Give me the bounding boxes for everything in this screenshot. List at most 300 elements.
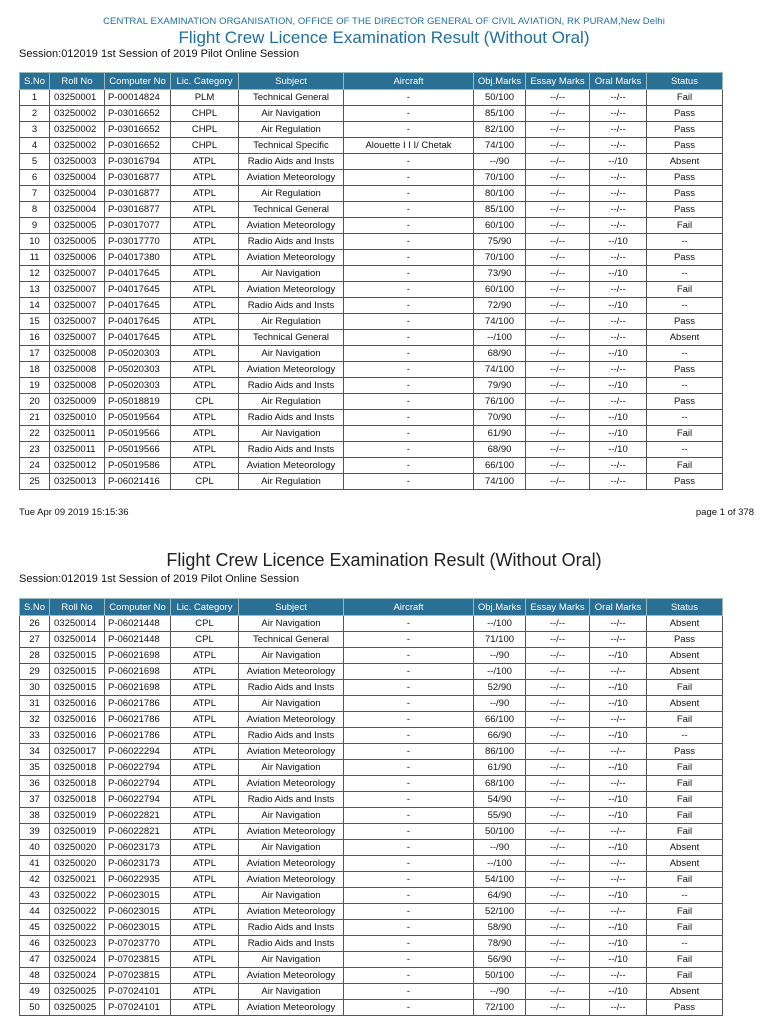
cell-obj: 86/100 bbox=[474, 744, 526, 760]
cell-sno: 45 bbox=[20, 920, 50, 936]
cell-obj: 54/90 bbox=[474, 792, 526, 808]
results-table bbox=[19, 598, 723, 1016]
cell-category: ATPL bbox=[171, 920, 239, 936]
cell-obj: 50/100 bbox=[474, 824, 526, 840]
cell-roll: 03250007 bbox=[50, 298, 105, 314]
cell-subject: Air Navigation bbox=[239, 760, 344, 776]
cell-obj: 80/100 bbox=[474, 186, 526, 202]
table-row bbox=[20, 760, 723, 776]
cell-aircraft: - bbox=[344, 632, 474, 648]
cell-status: -- bbox=[647, 266, 723, 282]
cell-subject: Air Regulation bbox=[239, 394, 344, 410]
cell-comp: P-06022935 bbox=[105, 872, 171, 888]
cell-oral: --/10 bbox=[590, 154, 647, 170]
cell-essay: --/-- bbox=[526, 250, 590, 266]
table-row bbox=[20, 250, 723, 266]
cell-obj: --/90 bbox=[474, 840, 526, 856]
cell-oral: --/10 bbox=[590, 346, 647, 362]
cell-aircraft: - bbox=[344, 378, 474, 394]
cell-sno: 47 bbox=[20, 952, 50, 968]
cell-category: ATPL bbox=[171, 696, 239, 712]
cell-essay: --/-- bbox=[526, 186, 590, 202]
column-header-oral: Oral Marks bbox=[590, 73, 647, 90]
cell-sno: 7 bbox=[20, 186, 50, 202]
table-row bbox=[20, 952, 723, 968]
cell-subject: Air Navigation bbox=[239, 266, 344, 282]
cell-status: Fail bbox=[647, 282, 723, 298]
cell-aircraft: - bbox=[344, 394, 474, 410]
cell-obj: --/90 bbox=[474, 648, 526, 664]
cell-essay: --/-- bbox=[526, 122, 590, 138]
cell-subject: Aviation Meteorology bbox=[239, 218, 344, 234]
cell-aircraft: - bbox=[344, 410, 474, 426]
cell-essay: --/-- bbox=[526, 776, 590, 792]
cell-roll: 03250015 bbox=[50, 648, 105, 664]
cell-sno: 34 bbox=[20, 744, 50, 760]
table-row bbox=[20, 648, 723, 664]
organisation-header: CENTRAL EXAMINATION ORGANISATION, OFFICE OF THE DIRECTOR GENERAL OF CIVIL AVIATION, RK PURAM,New Delhi bbox=[103, 16, 665, 27]
cell-oral: --/10 bbox=[590, 792, 647, 808]
cell-obj: --/90 bbox=[474, 154, 526, 170]
cell-subject: Aviation Meteorology bbox=[239, 282, 344, 298]
cell-oral: --/-- bbox=[590, 872, 647, 888]
cell-status: Fail bbox=[647, 760, 723, 776]
cell-status: Pass bbox=[647, 122, 723, 138]
cell-obj: 66/100 bbox=[474, 458, 526, 474]
cell-subject: Technical General bbox=[239, 330, 344, 346]
cell-essay: --/-- bbox=[526, 904, 590, 920]
cell-obj: 74/100 bbox=[474, 314, 526, 330]
table-row bbox=[20, 314, 723, 330]
cell-sno: 37 bbox=[20, 792, 50, 808]
cell-obj: --/100 bbox=[474, 330, 526, 346]
cell-essay: --/-- bbox=[526, 394, 590, 410]
cell-sno: 12 bbox=[20, 266, 50, 282]
cell-oral: --/10 bbox=[590, 426, 647, 442]
cell-subject: Radio Aids and Insts bbox=[239, 410, 344, 426]
cell-sno: 19 bbox=[20, 378, 50, 394]
cell-category: ATPL bbox=[171, 202, 239, 218]
cell-sno: 50 bbox=[20, 1000, 50, 1016]
cell-sno: 24 bbox=[20, 458, 50, 474]
cell-oral: --/-- bbox=[590, 458, 647, 474]
cell-roll: 03250004 bbox=[50, 170, 105, 186]
cell-aircraft: - bbox=[344, 202, 474, 218]
column-header-essay: Essay Marks bbox=[526, 599, 590, 616]
cell-aircraft: - bbox=[344, 330, 474, 346]
cell-oral: --/-- bbox=[590, 664, 647, 680]
table-row bbox=[20, 378, 723, 394]
cell-roll: 03250019 bbox=[50, 824, 105, 840]
cell-comp: P-06022821 bbox=[105, 808, 171, 824]
cell-obj: 75/90 bbox=[474, 234, 526, 250]
cell-subject: Air Navigation bbox=[239, 984, 344, 1000]
cell-category: CHPL bbox=[171, 138, 239, 154]
cell-category: ATPL bbox=[171, 282, 239, 298]
cell-oral: --/-- bbox=[590, 632, 647, 648]
cell-subject: Technical General bbox=[239, 202, 344, 218]
cell-comp: P-04017645 bbox=[105, 330, 171, 346]
cell-category: ATPL bbox=[171, 218, 239, 234]
cell-roll: 03250015 bbox=[50, 664, 105, 680]
cell-comp: P-05019564 bbox=[105, 410, 171, 426]
table-row bbox=[20, 90, 723, 106]
table-row bbox=[20, 984, 723, 1000]
cell-roll: 03250002 bbox=[50, 122, 105, 138]
cell-roll: 03250019 bbox=[50, 808, 105, 824]
cell-subject: Radio Aids and Insts bbox=[239, 234, 344, 250]
cell-status: -- bbox=[647, 728, 723, 744]
cell-obj: 74/100 bbox=[474, 138, 526, 154]
cell-obj: 85/100 bbox=[474, 202, 526, 218]
cell-category: ATPL bbox=[171, 648, 239, 664]
cell-obj: 72/90 bbox=[474, 298, 526, 314]
cell-comp: P-06021448 bbox=[105, 616, 171, 632]
cell-subject: Air Navigation bbox=[239, 888, 344, 904]
cell-sno: 11 bbox=[20, 250, 50, 266]
cell-subject: Radio Aids and Insts bbox=[239, 154, 344, 170]
cell-subject: Radio Aids and Insts bbox=[239, 920, 344, 936]
cell-subject: Aviation Meteorology bbox=[239, 170, 344, 186]
cell-subject: Technical Specific bbox=[239, 138, 344, 154]
cell-essay: --/-- bbox=[526, 218, 590, 234]
cell-roll: 03250007 bbox=[50, 330, 105, 346]
cell-oral: --/-- bbox=[590, 106, 647, 122]
cell-oral: --/-- bbox=[590, 824, 647, 840]
cell-status: Absent bbox=[647, 616, 723, 632]
cell-category: CHPL bbox=[171, 122, 239, 138]
cell-comp: P-06021448 bbox=[105, 632, 171, 648]
cell-status: Pass bbox=[647, 474, 723, 490]
cell-roll: 03250002 bbox=[50, 106, 105, 122]
table-row bbox=[20, 728, 723, 744]
cell-aircraft: - bbox=[344, 664, 474, 680]
cell-comp: P-04017645 bbox=[105, 266, 171, 282]
cell-essay: --/-- bbox=[526, 792, 590, 808]
cell-oral: --/-- bbox=[590, 122, 647, 138]
cell-obj: 52/90 bbox=[474, 680, 526, 696]
cell-sno: 43 bbox=[20, 888, 50, 904]
cell-obj: 60/100 bbox=[474, 282, 526, 298]
cell-comp: P-06023015 bbox=[105, 904, 171, 920]
table-row bbox=[20, 138, 723, 154]
cell-oral: --/-- bbox=[590, 218, 647, 234]
cell-comp: P-06021786 bbox=[105, 728, 171, 744]
cell-essay: --/-- bbox=[526, 888, 590, 904]
cell-category: ATPL bbox=[171, 888, 239, 904]
cell-subject: Air Navigation bbox=[239, 648, 344, 664]
cell-comp: P-03017077 bbox=[105, 218, 171, 234]
cell-oral: --/-- bbox=[590, 314, 647, 330]
cell-comp: P-06022794 bbox=[105, 792, 171, 808]
cell-comp: P-06023173 bbox=[105, 840, 171, 856]
cell-subject: Air Navigation bbox=[239, 840, 344, 856]
cell-aircraft: - bbox=[344, 1000, 474, 1016]
cell-sno: 44 bbox=[20, 904, 50, 920]
cell-category: CPL bbox=[171, 632, 239, 648]
cell-status: Fail bbox=[647, 968, 723, 984]
cell-essay: --/-- bbox=[526, 442, 590, 458]
cell-roll: 03250005 bbox=[50, 218, 105, 234]
cell-obj: 60/100 bbox=[474, 218, 526, 234]
cell-oral: --/10 bbox=[590, 760, 647, 776]
column-header-status: Status bbox=[647, 599, 723, 616]
cell-comp: P-03016877 bbox=[105, 186, 171, 202]
cell-roll: 03250022 bbox=[50, 920, 105, 936]
cell-essay: --/-- bbox=[526, 856, 590, 872]
cell-sno: 17 bbox=[20, 346, 50, 362]
cell-sno: 18 bbox=[20, 362, 50, 378]
cell-sno: 22 bbox=[20, 426, 50, 442]
column-header-aircraft: Aircraft bbox=[344, 73, 474, 90]
cell-obj: 50/100 bbox=[474, 90, 526, 106]
cell-sno: 32 bbox=[20, 712, 50, 728]
cell-aircraft: - bbox=[344, 888, 474, 904]
cell-comp: P-06021786 bbox=[105, 712, 171, 728]
cell-sno: 1 bbox=[20, 90, 50, 106]
cell-comp: P-03016652 bbox=[105, 106, 171, 122]
cell-comp: P-05020303 bbox=[105, 362, 171, 378]
cell-status: Absent bbox=[647, 330, 723, 346]
cell-subject: Aviation Meteorology bbox=[239, 856, 344, 872]
cell-sno: 28 bbox=[20, 648, 50, 664]
cell-aircraft: - bbox=[344, 90, 474, 106]
cell-comp: P-06021698 bbox=[105, 680, 171, 696]
cell-roll: 03250004 bbox=[50, 202, 105, 218]
cell-obj: 78/90 bbox=[474, 936, 526, 952]
cell-sno: 5 bbox=[20, 154, 50, 170]
cell-oral: --/10 bbox=[590, 266, 647, 282]
cell-obj: 82/100 bbox=[474, 122, 526, 138]
table-row bbox=[20, 664, 723, 680]
cell-essay: --/-- bbox=[526, 458, 590, 474]
table-row bbox=[20, 872, 723, 888]
cell-essay: --/-- bbox=[526, 106, 590, 122]
cell-essay: --/-- bbox=[526, 872, 590, 888]
cell-category: ATPL bbox=[171, 840, 239, 856]
cell-subject: Aviation Meteorology bbox=[239, 904, 344, 920]
cell-subject: Air Navigation bbox=[239, 106, 344, 122]
cell-status: Pass bbox=[647, 394, 723, 410]
cell-oral: --/-- bbox=[590, 712, 647, 728]
cell-essay: --/-- bbox=[526, 410, 590, 426]
column-header-obj: Obj.Marks bbox=[474, 73, 526, 90]
cell-status: Fail bbox=[647, 792, 723, 808]
cell-category: ATPL bbox=[171, 856, 239, 872]
cell-obj: 68/100 bbox=[474, 776, 526, 792]
cell-category: ATPL bbox=[171, 250, 239, 266]
cell-status: Fail bbox=[647, 776, 723, 792]
cell-roll: 03250018 bbox=[50, 776, 105, 792]
cell-category: ATPL bbox=[171, 330, 239, 346]
table-row bbox=[20, 920, 723, 936]
column-header-oral: Oral Marks bbox=[590, 599, 647, 616]
cell-aircraft: - bbox=[344, 904, 474, 920]
column-header-comp: Computer No bbox=[105, 599, 171, 616]
cell-oral: --/-- bbox=[590, 968, 647, 984]
cell-obj: 56/90 bbox=[474, 952, 526, 968]
cell-comp: P-04017380 bbox=[105, 250, 171, 266]
cell-category: ATPL bbox=[171, 426, 239, 442]
cell-roll: 03250023 bbox=[50, 936, 105, 952]
cell-oral: --/-- bbox=[590, 170, 647, 186]
cell-obj: --/100 bbox=[474, 664, 526, 680]
cell-comp: P-04017645 bbox=[105, 282, 171, 298]
cell-category: ATPL bbox=[171, 442, 239, 458]
cell-status: Pass bbox=[647, 362, 723, 378]
cell-essay: --/-- bbox=[526, 712, 590, 728]
cell-comp: P-06021698 bbox=[105, 648, 171, 664]
cell-category: ATPL bbox=[171, 458, 239, 474]
cell-status: Fail bbox=[647, 872, 723, 888]
table-row bbox=[20, 154, 723, 170]
cell-category: ATPL bbox=[171, 904, 239, 920]
cell-roll: 03250025 bbox=[50, 984, 105, 1000]
cell-essay: --/-- bbox=[526, 138, 590, 154]
cell-comp: P-06022794 bbox=[105, 776, 171, 792]
cell-aircraft: - bbox=[344, 792, 474, 808]
cell-oral: --/-- bbox=[590, 330, 647, 346]
table-row bbox=[20, 632, 723, 648]
cell-aircraft: - bbox=[344, 808, 474, 824]
cell-sno: 30 bbox=[20, 680, 50, 696]
cell-sno: 6 bbox=[20, 170, 50, 186]
cell-comp: P-03017770 bbox=[105, 234, 171, 250]
cell-roll: 03250011 bbox=[50, 442, 105, 458]
cell-aircraft: - bbox=[344, 984, 474, 1000]
cell-obj: 74/100 bbox=[474, 362, 526, 378]
table-row bbox=[20, 282, 723, 298]
session-label: Session:012019 1st Session of 2019 Pilot Online Session bbox=[19, 48, 300, 60]
cell-obj: 66/100 bbox=[474, 712, 526, 728]
cell-status: Fail bbox=[647, 808, 723, 824]
table-row bbox=[20, 680, 723, 696]
cell-subject: Aviation Meteorology bbox=[239, 776, 344, 792]
cell-obj: 64/90 bbox=[474, 888, 526, 904]
cell-roll: 03250004 bbox=[50, 186, 105, 202]
table-row bbox=[20, 346, 723, 362]
cell-comp: P-00014824 bbox=[105, 90, 171, 106]
cell-essay: --/-- bbox=[526, 936, 590, 952]
cell-category: ATPL bbox=[171, 808, 239, 824]
cell-subject: Radio Aids and Insts bbox=[239, 298, 344, 314]
cell-sno: 3 bbox=[20, 122, 50, 138]
cell-sno: 8 bbox=[20, 202, 50, 218]
cell-sno: 15 bbox=[20, 314, 50, 330]
cell-aircraft: - bbox=[344, 648, 474, 664]
cell-aircraft: - bbox=[344, 856, 474, 872]
cell-roll: 03250022 bbox=[50, 904, 105, 920]
cell-oral: --/10 bbox=[590, 378, 647, 394]
column-header-roll: Roll No bbox=[50, 73, 105, 90]
cell-status: Fail bbox=[647, 952, 723, 968]
cell-category: ATPL bbox=[171, 728, 239, 744]
table-row bbox=[20, 170, 723, 186]
cell-sno: 26 bbox=[20, 616, 50, 632]
table-row bbox=[20, 744, 723, 760]
cell-aircraft: - bbox=[344, 282, 474, 298]
cell-comp: P-07024101 bbox=[105, 984, 171, 1000]
cell-subject: Air Navigation bbox=[239, 616, 344, 632]
cell-obj: 85/100 bbox=[474, 106, 526, 122]
cell-comp: P-07023815 bbox=[105, 952, 171, 968]
cell-status: Pass bbox=[647, 250, 723, 266]
cell-category: ATPL bbox=[171, 410, 239, 426]
cell-status: Fail bbox=[647, 904, 723, 920]
table-row bbox=[20, 234, 723, 250]
cell-subject: Air Navigation bbox=[239, 696, 344, 712]
cell-oral: --/10 bbox=[590, 442, 647, 458]
cell-aircraft: - bbox=[344, 266, 474, 282]
cell-subject: Aviation Meteorology bbox=[239, 250, 344, 266]
cell-roll: 03250020 bbox=[50, 840, 105, 856]
cell-subject: Radio Aids and Insts bbox=[239, 680, 344, 696]
cell-subject: Air Regulation bbox=[239, 122, 344, 138]
cell-essay: --/-- bbox=[526, 170, 590, 186]
cell-obj: 79/90 bbox=[474, 378, 526, 394]
cell-subject: Air Navigation bbox=[239, 808, 344, 824]
cell-oral: --/-- bbox=[590, 250, 647, 266]
table-row bbox=[20, 330, 723, 346]
cell-sno: 49 bbox=[20, 984, 50, 1000]
cell-status: Absent bbox=[647, 154, 723, 170]
cell-oral: --/-- bbox=[590, 776, 647, 792]
table-row bbox=[20, 266, 723, 282]
cell-roll: 03250007 bbox=[50, 266, 105, 282]
cell-roll: 03250014 bbox=[50, 632, 105, 648]
cell-subject: Radio Aids and Insts bbox=[239, 792, 344, 808]
cell-status: -- bbox=[647, 234, 723, 250]
cell-roll: 03250008 bbox=[50, 346, 105, 362]
cell-aircraft: - bbox=[344, 106, 474, 122]
cell-roll: 03250017 bbox=[50, 744, 105, 760]
cell-subject: Technical General bbox=[239, 90, 344, 106]
cell-sno: 33 bbox=[20, 728, 50, 744]
cell-obj: 72/100 bbox=[474, 1000, 526, 1016]
column-header-essay: Essay Marks bbox=[526, 73, 590, 90]
cell-comp: P-05019586 bbox=[105, 458, 171, 474]
table-row bbox=[20, 458, 723, 474]
cell-sno: 35 bbox=[20, 760, 50, 776]
cell-oral: --/-- bbox=[590, 744, 647, 760]
cell-essay: --/-- bbox=[526, 234, 590, 250]
cell-obj: 68/90 bbox=[474, 346, 526, 362]
cell-category: ATPL bbox=[171, 680, 239, 696]
table-row bbox=[20, 888, 723, 904]
column-header-subject: Subject bbox=[239, 73, 344, 90]
cell-aircraft: - bbox=[344, 154, 474, 170]
cell-obj: 66/90 bbox=[474, 728, 526, 744]
cell-oral: --/10 bbox=[590, 648, 647, 664]
cell-subject: Technical General bbox=[239, 632, 344, 648]
cell-roll: 03250009 bbox=[50, 394, 105, 410]
cell-roll: 03250018 bbox=[50, 760, 105, 776]
cell-oral: --/10 bbox=[590, 840, 647, 856]
cell-status: -- bbox=[647, 378, 723, 394]
cell-subject: Aviation Meteorology bbox=[239, 744, 344, 760]
cell-status: -- bbox=[647, 410, 723, 426]
cell-essay: --/-- bbox=[526, 648, 590, 664]
cell-status: Absent bbox=[647, 696, 723, 712]
cell-obj: 54/100 bbox=[474, 872, 526, 888]
cell-sno: 27 bbox=[20, 632, 50, 648]
cell-oral: --/-- bbox=[590, 904, 647, 920]
cell-obj: 76/100 bbox=[474, 394, 526, 410]
cell-sno: 20 bbox=[20, 394, 50, 410]
cell-obj: 52/100 bbox=[474, 904, 526, 920]
cell-aircraft: - bbox=[344, 680, 474, 696]
session-label: Session:012019 1st Session of 2019 Pilot Online Session bbox=[19, 573, 300, 585]
